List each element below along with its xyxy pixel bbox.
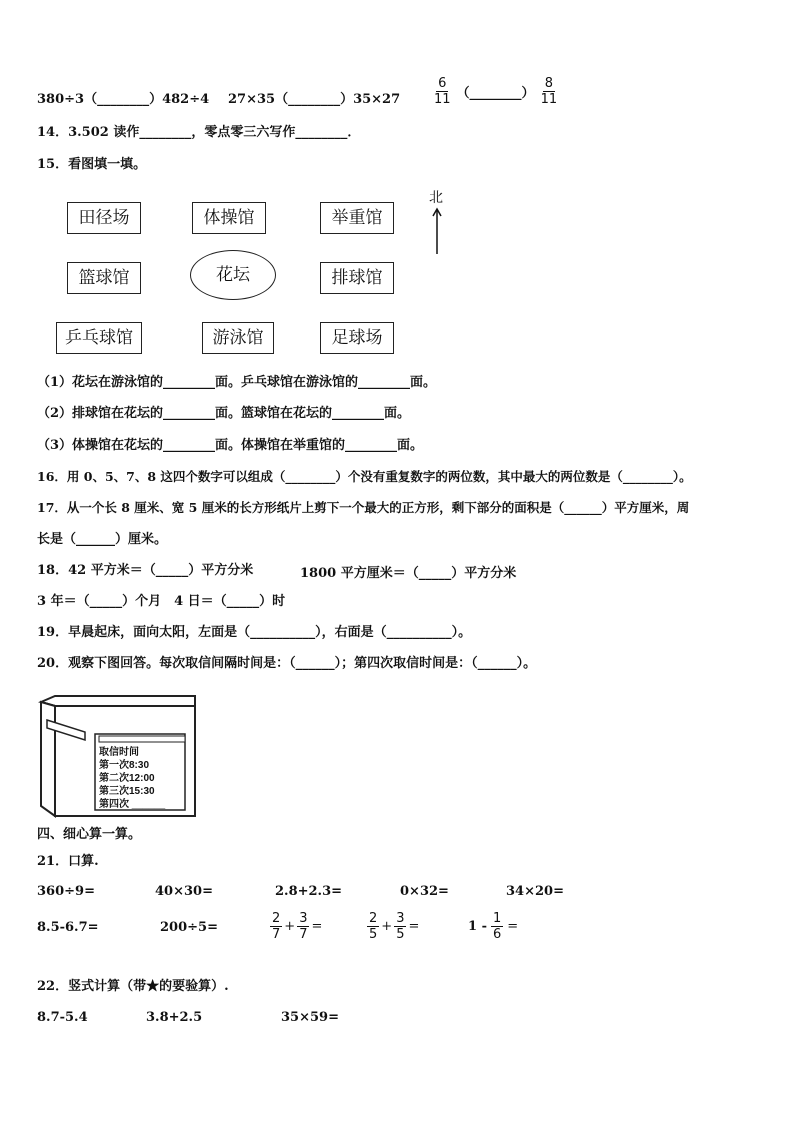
- question-15-sub2: （2）排球馆在花坛的________面。篮球馆在花坛的________面。: [37, 406, 411, 421]
- q21-item: 200÷5=: [160, 920, 218, 935]
- venue-ticao: 体操馆: [192, 202, 266, 234]
- mailbox-time-2: 第二次12:00: [99, 773, 155, 784]
- question-18-b: 1800 平方厘米＝（_____）平方分米: [300, 566, 517, 581]
- q22-item: 35×59=: [281, 1010, 339, 1025]
- q21-item: 0×32=: [400, 884, 449, 899]
- q21-fraction-sum-1: $\frac{2}{7}$ + $\frac{3}{7}$ =: [272, 911, 323, 942]
- question-15-sub3: （3）体操馆在花坛的________面。体操馆在举重馆的________面。: [37, 438, 424, 453]
- question-22-title: 22．竖式计算（带★的要验算）.: [37, 979, 229, 994]
- venue-pingpang: 乒乓球馆: [56, 322, 142, 354]
- venue-huatan: 花坛: [190, 250, 276, 300]
- q21-item: 2.8+2.3=: [275, 884, 343, 899]
- fraction: $\frac{6}{11}$: [434, 76, 451, 107]
- question-15-sub1: （1）花坛在游泳馆的________面。乒乓球馆在游泳馆的________面。: [37, 375, 437, 390]
- venue-zuqiu: 足球场: [320, 322, 394, 354]
- question-17-line2: 长是（______）厘米。: [37, 532, 168, 547]
- q13-compare-3: [432, 76, 559, 107]
- fraction: $\frac{8}{11}$: [540, 76, 558, 107]
- question-18-a: 18．42 平方米＝（_____）平方分米: [37, 563, 254, 578]
- answer-blank[interactable]: （________）: [456, 86, 535, 101]
- question-17-line1: 17．从一个长 8 厘米、宽 5 厘米的长方形纸片上剪下一个最大的正方形，剩下部分的面积是（______）平方厘米，周: [37, 500, 690, 515]
- question-14: 14．3.502 读作________，零点零三六写作________．: [37, 125, 361, 140]
- question-21-title: 21．口算.: [37, 854, 99, 869]
- q22-item: 8.7-5.4: [37, 1010, 88, 1025]
- mailbox-time-3: 第三次15:30: [99, 786, 155, 797]
- q21-fraction-sum-2: $\frac{2}{5}$ + $\frac{3}{5}$ =: [369, 911, 420, 942]
- north-arrow-icon: [430, 206, 444, 256]
- venue-paiqiu: 排球馆: [320, 262, 394, 294]
- mailbox-time-1: 第一次8:30: [99, 760, 150, 771]
- mailbox-title: 取信时间: [99, 747, 139, 758]
- venue-juzhong: 举重馆: [320, 202, 394, 234]
- q21-fraction-diff: 1 - $\frac{1}{6}$ =: [468, 911, 519, 942]
- section-4-heading: 四、细心算一算。: [37, 827, 142, 842]
- venue-youyong: 游泳馆: [202, 322, 274, 354]
- venue-lanqiu: 篮球馆: [67, 262, 141, 294]
- q21-item: 360÷9=: [37, 884, 95, 899]
- q22-item: 3.8+2.5: [146, 1010, 203, 1025]
- question-19: 19．早晨起床，面向太阳，左面是（__________），右面是（__________）。: [37, 625, 472, 640]
- q21-item: 34×20=: [506, 884, 564, 899]
- question-15-title: 15．看图填一填。: [37, 157, 147, 172]
- q13-compare-1: 380÷3（________）482÷4: [37, 92, 210, 107]
- venue-tianjing: 田径场: [67, 202, 141, 234]
- north-label: 北: [429, 190, 443, 206]
- q21-item: 8.5-6.7=: [37, 920, 99, 935]
- question-20: 20．观察下图回答。每次取信间隔时间是：（______）；第四次取信时间是：（______）。: [37, 656, 537, 671]
- q13-compare-2: 27×35（________）35×27: [228, 92, 401, 107]
- q21-item: 40×30=: [155, 884, 213, 899]
- mailbox-illustration: [37, 694, 197, 819]
- question-18-c: 3 年＝（_____）个月 4 日＝（_____）时: [37, 594, 286, 609]
- mailbox-time-4: 第四次 ______: [99, 799, 166, 810]
- question-16: 16．用 0、5、7、8 这四个数字可以组成（________）个没有重复数字的两位数，其中最大的两位数是（________）。: [37, 469, 692, 484]
